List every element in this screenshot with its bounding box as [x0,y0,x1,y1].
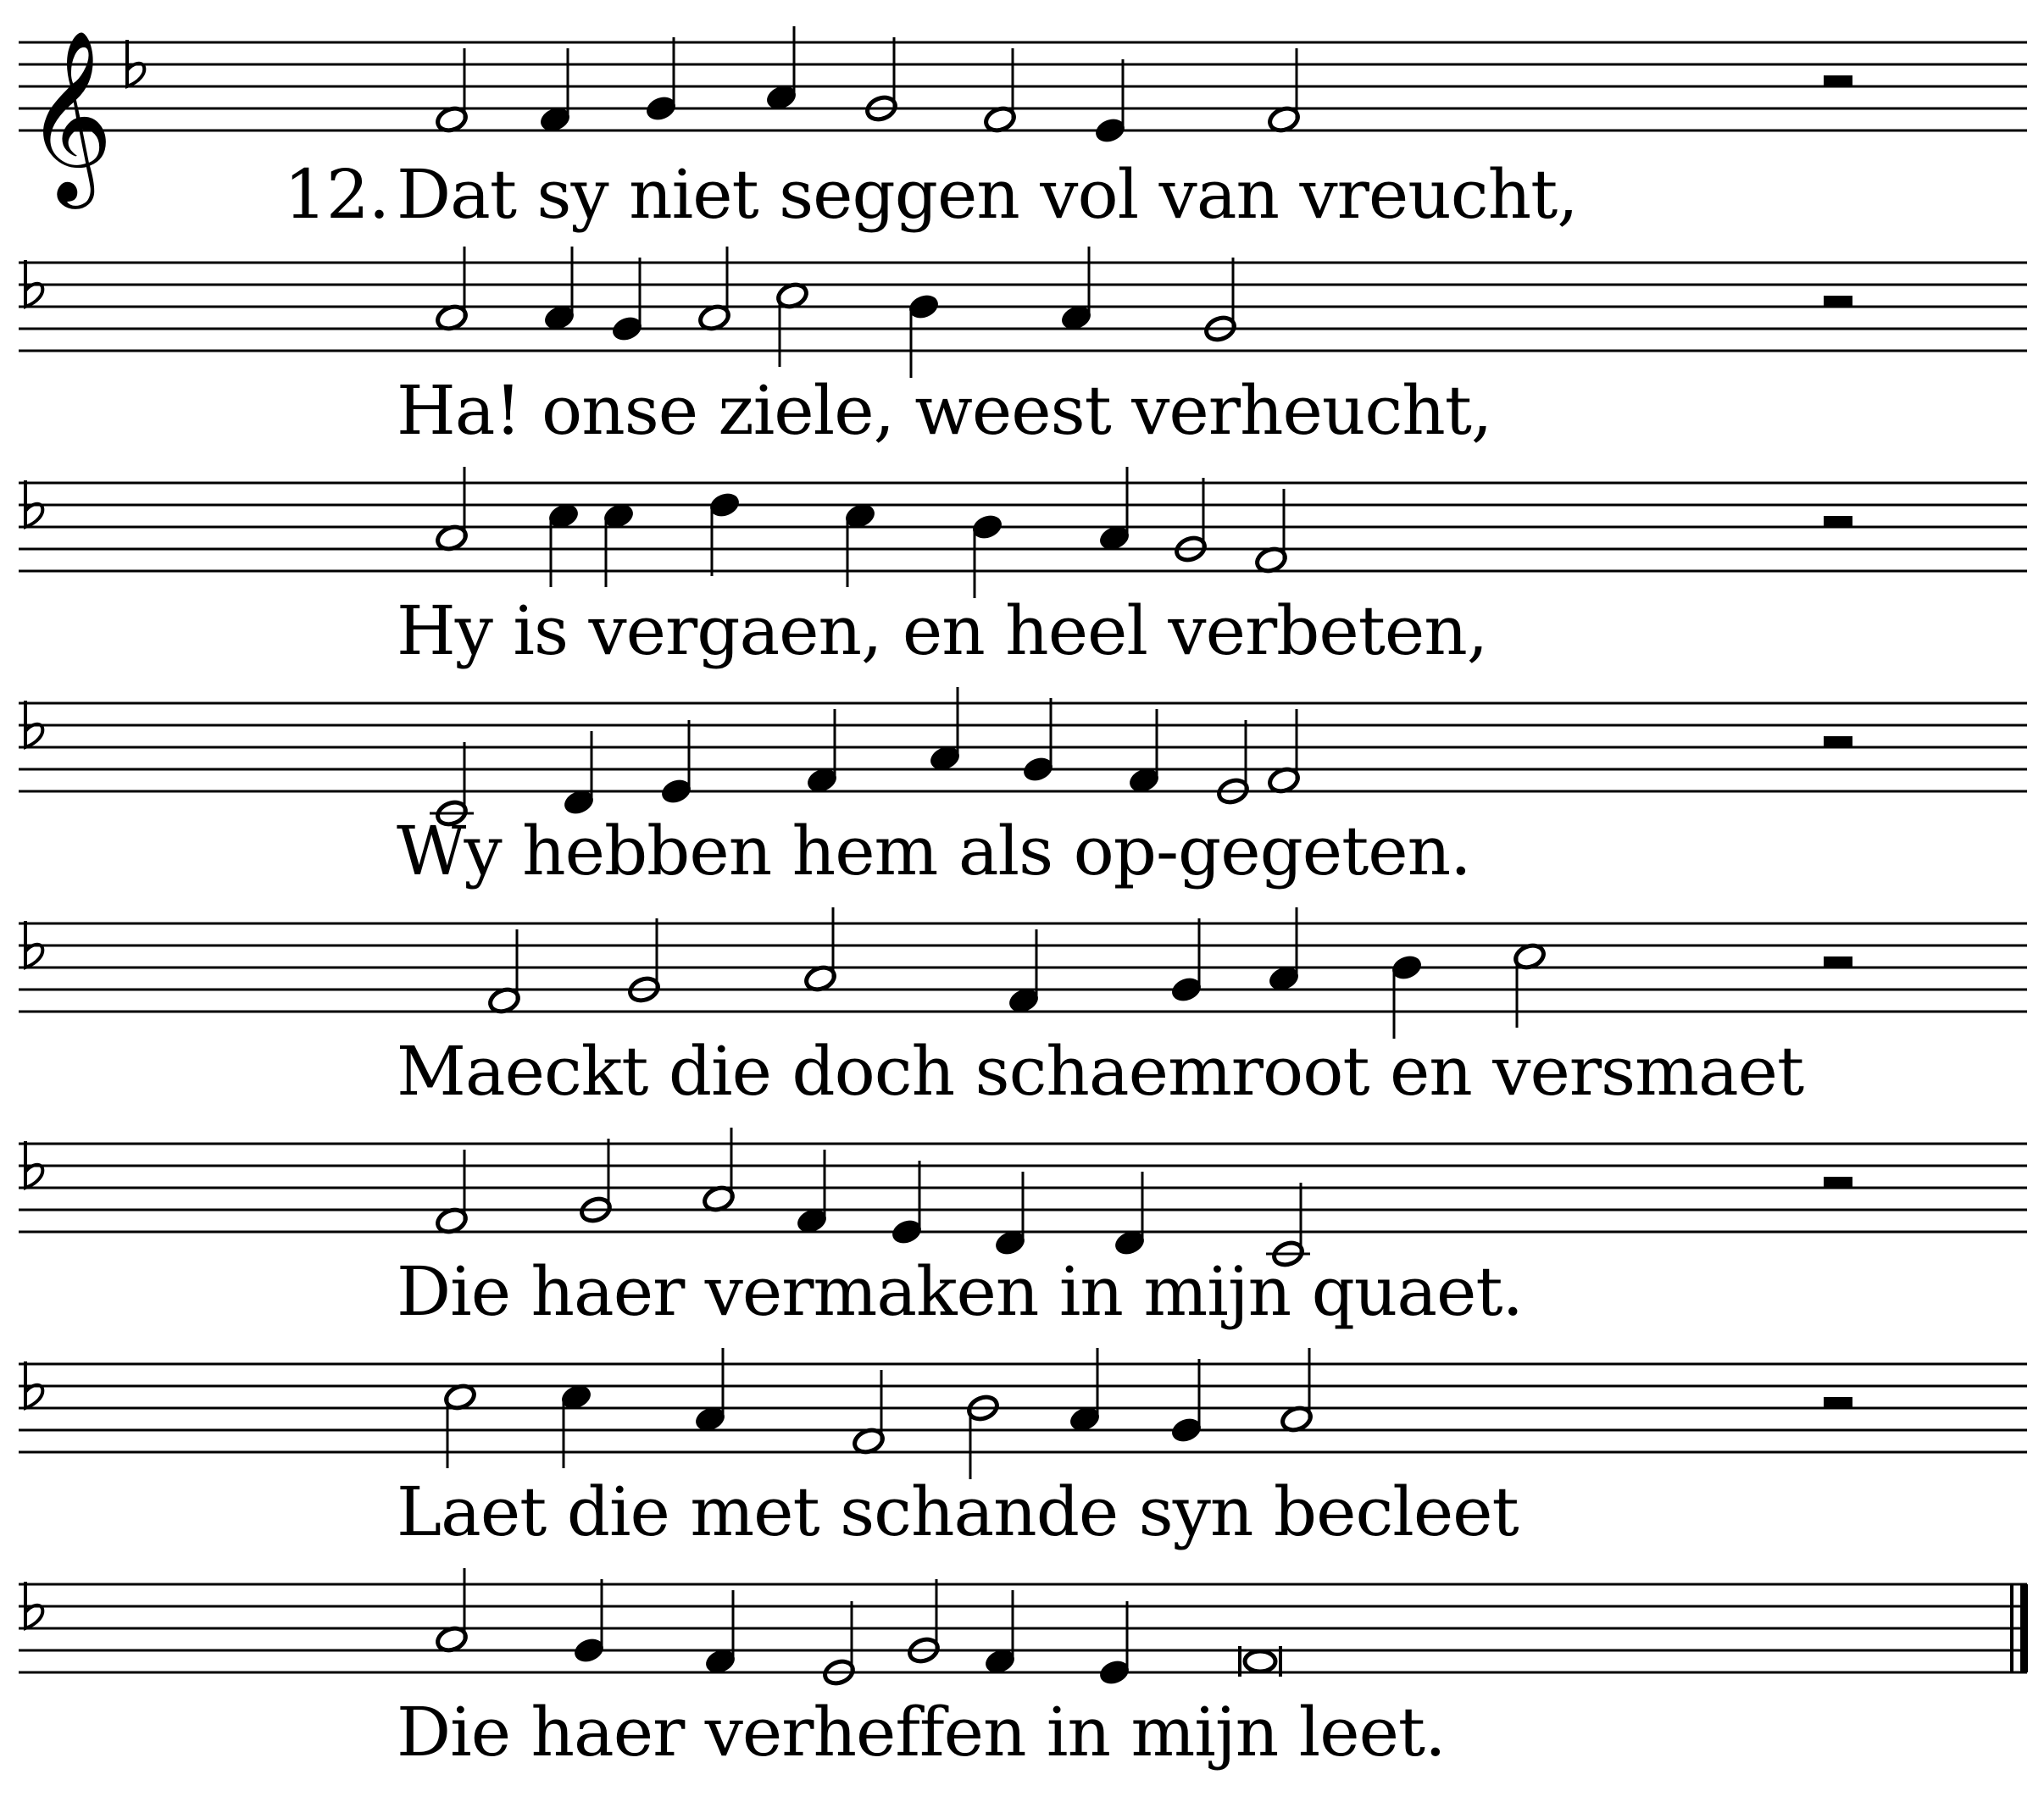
half-rest [1824,516,1852,527]
lyric-line: Maeckt die doch schaemroot en versmaet [397,1032,1804,1111]
half-rest [1824,75,1852,86]
lyric-line: Hy is vergaen, en heel verbeten, [397,591,1488,670]
treble-clef-icon: 𝄞 [25,30,114,202]
lyric-line: Wy hebben hem als op-gegeten. [397,812,1471,890]
staff-system [19,467,2027,598]
final-barline [2020,1584,2028,1672]
staff-system [19,247,2027,378]
verse-number: 12. [284,155,390,234]
lyric-line: Ha! onse ziele, weest verheucht, [397,371,1492,450]
note-breve [1245,1651,1275,1672]
half-rest [1824,956,1852,968]
staff-system [19,1568,2028,1687]
staff-system [19,907,2027,1039]
half-rest [1824,296,1852,307]
lyric-line: Die haer vermaken in mijn quaet. [397,1252,1523,1331]
half-rest [1824,1397,1852,1408]
staff-system [19,1348,2027,1479]
lyric-line: Laet die met schande syn becleet [397,1472,1519,1551]
staff-system [19,687,2027,828]
lyric-line: Dat sy niet seggen vol van vreucht, [397,155,1578,234]
lyric-line: Die haer verheffen in mijn leet. [397,1693,1446,1772]
staff-system [19,1128,2027,1268]
half-rest [1824,736,1852,747]
half-rest [1824,1177,1852,1188]
